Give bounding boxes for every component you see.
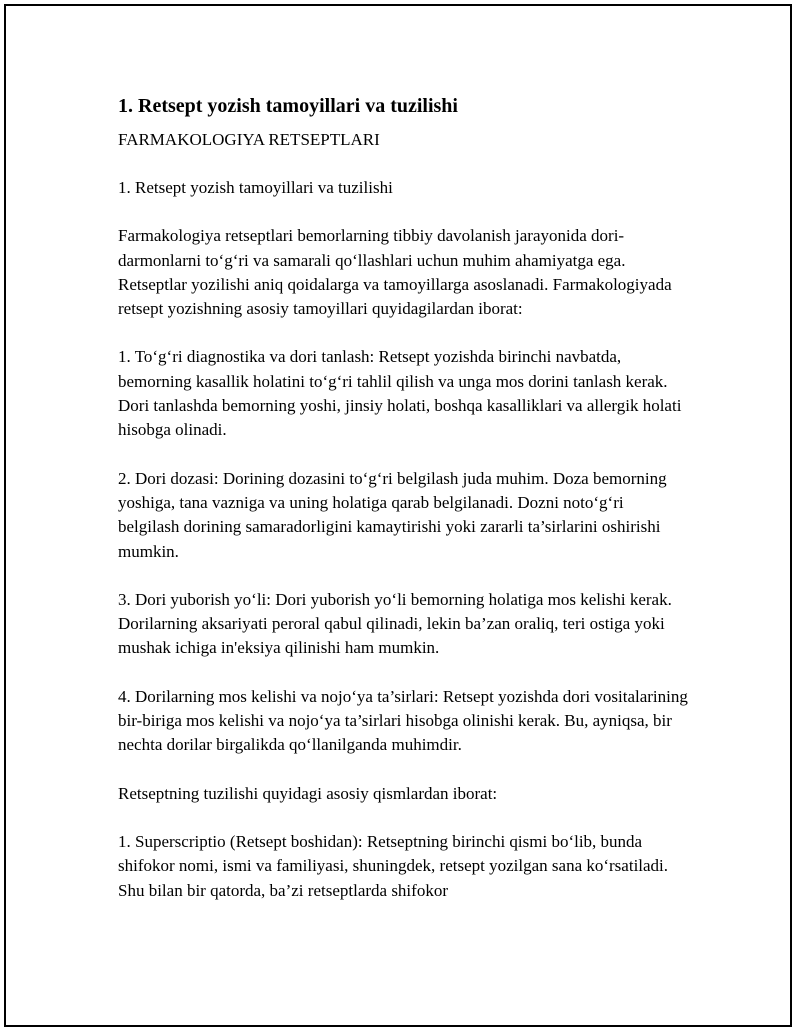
document-title: 1. Retsept yozish tamoyillari va tuzilishi: [118, 95, 458, 117]
paragraph-principle-2: 2. Dori dozasi: Dorining dozasini to‘g‘ri belgilash juda muhim. Doza bemorning yoshiga, tana vazniga va uning holatiga qarab belgilanadi. Dozni noto‘g‘ri belgilash dorining samaradorligini kamaytirishi yoki zararli ta’sirlarini oshirishi mumkin.: [118, 468, 667, 561]
paragraph-principle-4: 4. Dorilarning mos kelishi va nojo‘ya ta’sirlari: Retsept yozishda dori vositalarining bir-biriga mos kelishi va nojo‘ya ta’sirlari hisobga olinishi kerak. Bu, ayniqsa, bir nechta dorilar birgalikda qo‘llanilganda muhimdir.: [118, 686, 688, 755]
paragraph-structure-intro: Retseptning tuzilishi quyidagi asosiy qismlardan iborat:: [118, 783, 498, 803]
paragraph-structure-1: 1. Superscriptio (Retsept boshidan): Retseptning birinchi qismi bo‘lib, bunda shifokor nomi, ismi va familiyasi, shuningdek, retsept yozilgan sana ko‘rsatiladi. Shu bilan bir qatorda, ba’zi retseptlarda shifokor: [118, 831, 669, 900]
paragraph-heading: 1. Retsept yozish tamoyillari va tuzilishi: [118, 178, 393, 197]
paragraph-principle-3: 3. Dori yuborish yo‘li: Dori yuborish yo‘li bemorning holatiga mos kelishi kerak. Dorilarning aksariyati peroral qabul qilinadi, lekin ba’zan oraliq, teri ostiga yoki mushak ichiga in'eksiya qilinishi ham mumkin.: [118, 589, 672, 658]
paragraph-principle-1: 1. To‘g‘ri diagnostika va dori tanlash: Retsept yozishda birinchi navbatda, bemorning kasallik holatini to‘g‘ri tahlil qilish va unga mos dorini tanlash kerak. Dori tanlashda bemorning yoshi, jinsiy holati, boshqa kasalliklari va allergik holati hisobga olinadi.: [118, 347, 682, 440]
document-body: [118, 92, 688, 927]
paragraph-intro: Farmakologiya retseptlari bemorlarning tibbiy davolanish jarayonida dori-darmonlarni to‘g‘ri va samarali qo‘llashlari uchun muhim ahamiyatga ega. Retseptlar yozilishi aniq qoidalarga va tamoyillarga asoslanadi. Farmakologiyada retsept yozishning asosiy tamoyillari quyidagilardan iborat:: [118, 226, 672, 319]
document-subtitle: FARMAKOLOGIYA RETSEPTLARI: [118, 130, 380, 149]
